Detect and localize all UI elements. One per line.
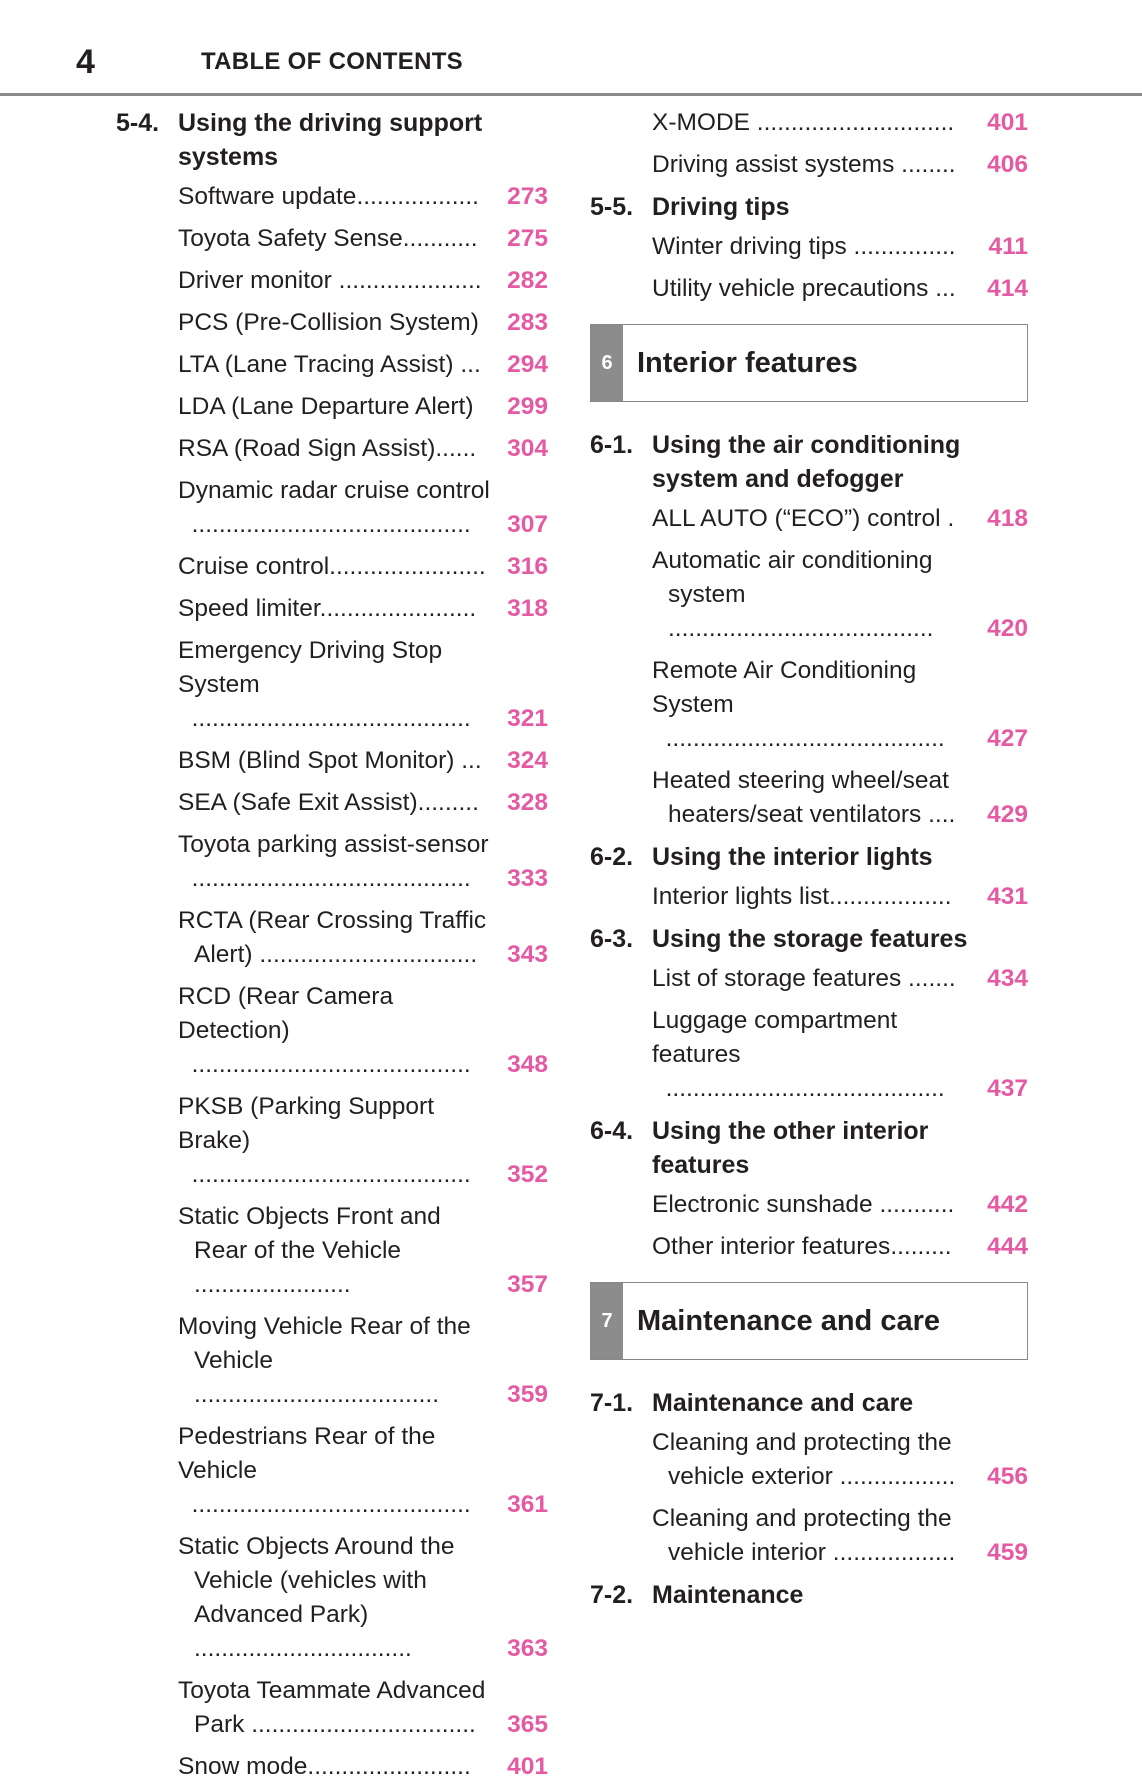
toc-entry[interactable]: RCD (Rear Camera Detection) ......................................... 348	[116, 980, 548, 1082]
toc-entry[interactable]: PCS (Pre-Collision System) 283	[116, 306, 548, 340]
page-ref[interactable]: 299	[507, 393, 548, 420]
toc-entry[interactable]: Automatic air conditioning system ....................................... 420	[590, 544, 1028, 646]
toc-entry[interactable]: Utility vehicle precautions ... 414	[590, 272, 1028, 306]
toc-entry[interactable]: Emergency Driving Stop System ......................................... 321	[116, 634, 548, 736]
toc-entry[interactable]: Remote Air Conditioning System ......................................... 427	[590, 654, 1028, 756]
toc-entry[interactable]: Other interior features......... 444	[590, 1230, 1028, 1264]
page-ref[interactable]: 365	[507, 1711, 548, 1738]
chapter-banner-7[interactable]	[590, 1282, 1028, 1360]
toc-entry[interactable]: Cleaning and protecting the vehicle exterior ................. 456	[590, 1426, 1028, 1494]
chapter-title: Maintenance and care	[637, 1304, 940, 1337]
toc-entry[interactable]: Toyota Safety Sense........... 275	[116, 222, 548, 256]
toc-entry[interactable]: LDA (Lane Departure Alert) 299	[116, 390, 548, 424]
page-header	[0, 0, 1142, 98]
section-title: Maintenance	[652, 1581, 804, 1609]
header-divider	[0, 93, 1142, 96]
page-ref[interactable]: 456	[987, 1463, 1028, 1490]
section-heading-5-4[interactable]	[116, 106, 548, 174]
section-number: 6-4.	[590, 1117, 634, 1145]
section-number: 7-1.	[590, 1389, 634, 1417]
page-ref[interactable]: 437	[987, 1075, 1028, 1102]
toc-entry[interactable]: Electronic sunshade ........... 442	[590, 1188, 1028, 1222]
page-ref[interactable]: 328	[507, 789, 548, 816]
page-ref[interactable]: 401	[507, 1753, 548, 1780]
page-ref[interactable]: 333	[507, 865, 548, 892]
toc-entry[interactable]: Pedestrians Rear of the Vehicle ......................................... 361	[116, 1420, 548, 1522]
page-ref[interactable]: 363	[507, 1635, 548, 1662]
toc-left-column	[116, 106, 548, 1792]
page-ref[interactable]: 318	[507, 595, 548, 622]
section-heading-6-4[interactable]	[590, 1114, 1028, 1182]
page-ref[interactable]: 307	[507, 511, 548, 538]
page-ref[interactable]: 321	[507, 705, 548, 732]
section-heading-6-1[interactable]	[590, 428, 1028, 496]
toc-entry[interactable]: Driving assist systems ........ 406	[590, 148, 1028, 182]
header-title: TABLE OF CONTENTS	[201, 48, 463, 75]
page-ref[interactable]: 352	[507, 1161, 548, 1188]
page-ref[interactable]: 406	[987, 151, 1028, 178]
page-ref[interactable]: 283	[507, 309, 548, 336]
section-title: Using the storage features	[652, 925, 968, 953]
toc-entry[interactable]: Static Objects Around the Vehicle (vehicles with Advanced Park) ................................ 363	[116, 1530, 548, 1666]
toc-entry[interactable]: Toyota Teammate Advanced Park ................................. 365	[116, 1674, 548, 1742]
section-heading-5-5[interactable]	[590, 190, 1028, 224]
page-ref[interactable]: 459	[987, 1539, 1028, 1566]
page-ref[interactable]: 348	[507, 1051, 548, 1078]
chapter-number-tab: 7	[591, 1283, 623, 1359]
chapter-number-tab: 6	[591, 325, 623, 401]
toc-entry[interactable]: SEA (Safe Exit Assist)......... 328	[116, 786, 548, 820]
page-ref[interactable]: 414	[987, 275, 1028, 302]
page-ref[interactable]: 357	[507, 1271, 548, 1298]
toc-entry[interactable]: Snow mode........................ 401	[116, 1750, 548, 1784]
toc-entry[interactable]: BSM (Blind Spot Monitor) ... 324	[116, 744, 548, 778]
chapter-banner-6[interactable]	[590, 324, 1028, 402]
toc-entry[interactable]: Dynamic radar cruise control ......................................... 307	[116, 474, 548, 542]
toc-entry[interactable]: X-MODE ............................. 401	[590, 106, 1028, 140]
toc-right-column	[590, 106, 1028, 1618]
page-ref[interactable]: 282	[507, 267, 548, 294]
toc-entry[interactable]: Speed limiter....................... 318	[116, 592, 548, 626]
section-heading-6-3[interactable]	[590, 922, 1028, 956]
page-ref[interactable]: 418	[987, 505, 1028, 532]
section-title: Using the other interior features	[652, 1117, 929, 1179]
page-ref[interactable]: 401	[987, 109, 1028, 136]
section-title: Maintenance and care	[652, 1389, 914, 1417]
toc-entry[interactable]: Heated steering wheel/seat heaters/seat ventilators .... 429	[590, 764, 1028, 832]
page-ref[interactable]: 324	[507, 747, 548, 774]
page-ref[interactable]: 411	[988, 233, 1028, 260]
page-ref[interactable]: 343	[507, 941, 548, 968]
section-heading-7-2[interactable]	[590, 1578, 1028, 1612]
section-heading-7-1[interactable]	[590, 1386, 1028, 1420]
section-number: 6-3.	[590, 925, 634, 953]
section-title: Driving tips	[652, 193, 790, 221]
toc-entry[interactable]: Cleaning and protecting the vehicle interior .................. 459	[590, 1502, 1028, 1570]
section-title: Using the interior lights	[652, 843, 933, 871]
page-ref[interactable]: 361	[507, 1491, 548, 1518]
chapter-title: Interior features	[637, 346, 858, 379]
page-number: 4	[76, 43, 95, 81]
section-number: 6-2.	[590, 843, 634, 871]
toc-entry[interactable]: Static Objects Front and Rear of the Vehicle ....................... 357	[116, 1200, 548, 1302]
toc-entry[interactable]: LTA (Lane Tracing Assist) ... 294	[116, 348, 548, 382]
page-ref[interactable]: 275	[507, 225, 548, 252]
toc-entry[interactable]: PKSB (Parking Support Brake) ......................................... 352	[116, 1090, 548, 1192]
section-number: 7-2.	[590, 1581, 634, 1609]
section-number: 5-5.	[590, 193, 634, 221]
toc-entry[interactable]: Cruise control....................... 316	[116, 550, 548, 584]
section-title: Using the driving support systems	[178, 109, 483, 171]
toc-entry[interactable]: RCTA (Rear Crossing Traffic Alert) ................................ 343	[116, 904, 548, 972]
toc-entry[interactable]: ALL AUTO (“ECO”) control . 418	[590, 502, 1028, 536]
toc-entry[interactable]: Luggage compartment features ......................................... 437	[590, 1004, 1028, 1106]
toc-entry[interactable]: RSA (Road Sign Assist)...... 304	[116, 432, 548, 466]
section-number: 6-1.	[590, 431, 634, 459]
page-ref[interactable]: 420	[987, 615, 1028, 642]
page-ref[interactable]: 359	[507, 1381, 548, 1408]
section-title: Using the air conditioning system and defogger	[652, 431, 961, 493]
toc-entry[interactable]: Software update.................. 273	[116, 180, 548, 214]
toc-entry[interactable]: Winter driving tips ............... 411	[590, 230, 1028, 264]
page-ref[interactable]: 294	[507, 351, 548, 378]
page-ref[interactable]: 427	[987, 725, 1028, 752]
page-ref[interactable]: 431	[987, 883, 1028, 910]
toc-entry[interactable]: Interior lights list.................. 431	[590, 880, 1028, 914]
toc-entry[interactable]: Moving Vehicle Rear of the Vehicle .................................... 359	[116, 1310, 548, 1412]
page-ref[interactable]: 442	[987, 1191, 1028, 1218]
page-ref[interactable]: 434	[987, 965, 1028, 992]
page-ref[interactable]: 429	[987, 801, 1028, 828]
section-heading-6-2[interactable]	[590, 840, 1028, 874]
page-ref[interactable]: 273	[507, 183, 548, 210]
toc-entry[interactable]: Toyota parking assist-sensor ......................................... 333	[116, 828, 548, 896]
page-ref[interactable]: 444	[987, 1233, 1028, 1260]
page-ref[interactable]: 304	[507, 435, 548, 462]
page-ref[interactable]: 316	[507, 553, 548, 580]
toc-entry[interactable]: Driver monitor ..................... 282	[116, 264, 548, 298]
section-number: 5-4.	[116, 109, 160, 137]
toc-entry[interactable]: List of storage features ....... 434	[590, 962, 1028, 996]
